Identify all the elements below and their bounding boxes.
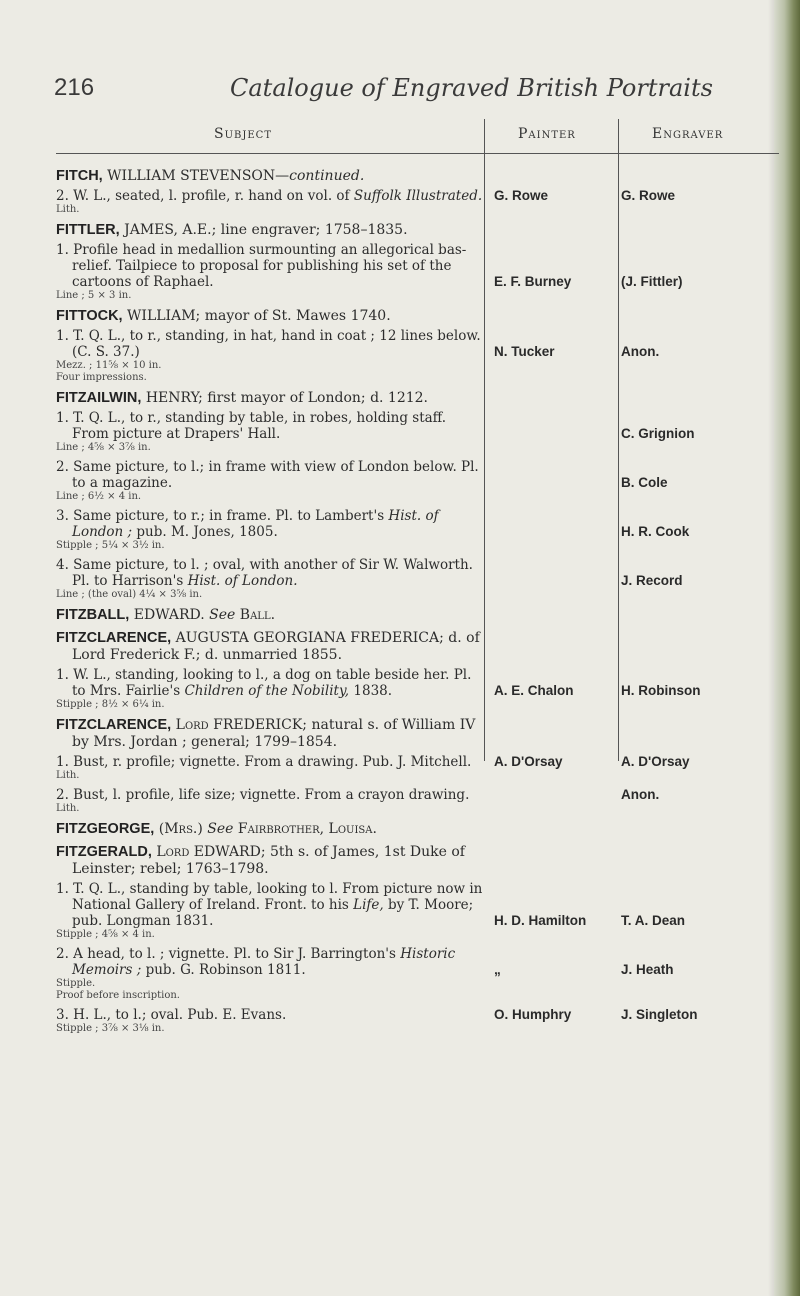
technique-note: Stipple. Proof before inscription. bbox=[56, 978, 180, 1001]
sitter-name: FITZBALL, bbox=[56, 607, 130, 623]
portrait-item bbox=[56, 328, 660, 384]
technique-note: Lith. bbox=[56, 770, 80, 781]
technique-note: Mezz. ; 11⅝ × 10 in. Four impressions. bbox=[56, 360, 162, 383]
portrait-description: 4. Same picture, to l. ; oval, with another of Sir W. Walworth. Pl. to Harrison's Hist. of London. bbox=[56, 557, 473, 589]
catalogue-entry bbox=[56, 607, 484, 624]
engraver-name: G. Rowe bbox=[621, 188, 676, 203]
entry-heading bbox=[56, 308, 484, 325]
sitter-name: FITCH, bbox=[56, 168, 103, 184]
sitter-name: FITTLER, bbox=[56, 222, 120, 238]
column-header-engraver: Engraver bbox=[652, 126, 724, 142]
header-rule bbox=[56, 153, 779, 154]
engraver-name: H. Robinson bbox=[621, 683, 701, 698]
engraver-name: J. Singleton bbox=[621, 1007, 698, 1022]
technique-note: Line ; 4⅝ × 3⅞ in. bbox=[56, 442, 151, 453]
entry-heading bbox=[56, 717, 484, 751]
painter-name: N. Tucker bbox=[494, 344, 555, 359]
portrait-item bbox=[56, 754, 690, 782]
catalogue-entries bbox=[56, 168, 701, 1041]
portrait-item bbox=[56, 787, 660, 815]
portrait-description: 1. Bust, r. profile; vignette. From a drawing. Pub. J. Mitchell. bbox=[56, 754, 472, 770]
portrait-description: 3. H. L., to l.; oval. Pub. E. Evans. bbox=[56, 1007, 287, 1023]
column-header-painter: Painter bbox=[518, 126, 576, 142]
catalogue-entry bbox=[56, 844, 698, 1035]
page-edge-shadow bbox=[768, 0, 774, 1296]
portrait-item bbox=[56, 188, 676, 216]
catalogue-entry bbox=[56, 717, 690, 815]
sitter-name: FITZGEORGE, bbox=[56, 821, 155, 837]
engraver-name: C. Grignion bbox=[621, 426, 695, 441]
portrait-item bbox=[56, 242, 683, 302]
running-title: Catalogue of Engraved British Portraits bbox=[230, 74, 713, 102]
sitter-details: Lord EDWARD; 5th s. of James, 1st Duke of Leinster; rebel; 1763–1798. bbox=[72, 844, 465, 877]
entry-heading bbox=[56, 821, 484, 838]
portrait-item bbox=[56, 508, 690, 552]
entry-heading bbox=[56, 844, 484, 878]
column-header-subject: Subject bbox=[214, 126, 272, 142]
technique-note: Stipple ; 5¼ × 3½ in. bbox=[56, 540, 165, 551]
painter-name: A. D'Orsay bbox=[494, 754, 563, 769]
sitter-details: (Mrs.) See Fairbrother, Louisa. bbox=[154, 821, 377, 837]
portrait-item bbox=[56, 410, 695, 454]
entry-heading bbox=[56, 630, 484, 664]
engraver-name: T. A. Dean bbox=[621, 913, 686, 928]
entry-heading bbox=[56, 168, 484, 185]
column-rule-2 bbox=[618, 119, 619, 761]
portrait-item bbox=[56, 557, 683, 601]
portrait-item bbox=[56, 667, 701, 711]
technique-note: Lith. bbox=[56, 803, 80, 814]
catalogue-entry bbox=[56, 222, 683, 302]
sitter-name: FITTOCK, bbox=[56, 308, 123, 324]
engraver-name: A. D'Orsay bbox=[621, 754, 690, 769]
engraver-name: B. Cole bbox=[621, 475, 668, 490]
portrait-description: 1. T. Q. L., to r., standing, in hat, hand in coat ; 12 lines below. (C. S. 37.) bbox=[56, 328, 481, 360]
sitter-details: JAMES, A.E.; line engraver; 1758–1835. bbox=[119, 222, 408, 238]
catalogue-entry bbox=[56, 630, 701, 711]
portrait-item bbox=[56, 1007, 698, 1035]
technique-note: Line ; 5 × 3 in. bbox=[56, 290, 132, 301]
portrait-description: 1. T. Q. L., to r., standing by table, in robes, holding staff. From picture at Drapers' Hall. bbox=[56, 410, 447, 442]
painter-name: G. Rowe bbox=[494, 188, 549, 203]
column-rule-1 bbox=[484, 119, 485, 761]
portrait-description: 2. A head, to l. ; vignette. Pl. to Sir J. Barrington's Historic Memoirs ; pub. G. Robinson 1811. bbox=[56, 946, 456, 978]
portrait-description: 2. Bust, l. profile, life size; vignette. From a crayon drawing. bbox=[56, 787, 470, 803]
portrait-item bbox=[56, 946, 674, 1002]
entry-heading bbox=[56, 390, 484, 407]
portrait-item bbox=[56, 459, 668, 503]
sitter-details: WILLIAM STEVENSON—continued. bbox=[102, 168, 365, 184]
technique-note: Lith. bbox=[56, 204, 80, 215]
catalogue-entry bbox=[56, 308, 660, 384]
painter-name: H. D. Hamilton bbox=[494, 913, 587, 928]
technique-note: Line ; 6½ × 4 in. bbox=[56, 491, 142, 502]
sitter-name: FITZGERALD, bbox=[56, 844, 152, 860]
engraver-name: J. Record bbox=[621, 573, 683, 588]
engraver-name: (J. Fittler) bbox=[621, 274, 683, 289]
painter-name: „ bbox=[494, 962, 501, 977]
catalogue-entry bbox=[56, 821, 484, 838]
portrait-item bbox=[56, 881, 686, 941]
sitter-name: FITZCLARENCE, bbox=[56, 630, 172, 646]
portrait-description: 2. Same picture, to l.; in frame with view of London below. Pl. to a magazine. bbox=[56, 459, 479, 491]
page-edge bbox=[774, 0, 800, 1296]
sitter-details: HENRY; first mayor of London; d. 1212. bbox=[141, 390, 429, 406]
page-number: 216 bbox=[54, 74, 95, 101]
sitter-details: Lord FREDERICK; natural s. of William IV by Mrs. Jordan ; general; 1799–1854. bbox=[72, 717, 476, 750]
engraver-name: J. Heath bbox=[621, 962, 674, 977]
technique-note: Stipple ; 3⅞ × 3⅛ in. bbox=[56, 1023, 165, 1034]
portrait-description: 1. Profile head in medallion surmounting an allegorical bas-relief. Tailpiece to proposal for publishing his set of the cartoons of Raphael. bbox=[56, 242, 467, 290]
portrait-description: 1. W. L., standing, looking to l., a dog on table beside her. Pl. to Mrs. Fairlie's Children of the Nobility, 1838. bbox=[56, 667, 472, 699]
sitter-details: EDWARD. See Ball. bbox=[129, 607, 276, 623]
painter-name: O. Humphry bbox=[494, 1007, 572, 1022]
technique-note: Stipple ; 8½ × 6¼ in. bbox=[56, 699, 165, 710]
painter-name: E. F. Burney bbox=[494, 274, 572, 289]
portrait-description: 1. T. Q. L., standing by table, looking to l. From picture now in National Gallery of Ireland. Front. to his Life, by T. Moore; pub. Longman 1831. bbox=[56, 881, 483, 929]
engraver-name: Anon. bbox=[621, 344, 660, 359]
sitter-details: AUGUSTA GEORGIANA FREDERICA; d. of Lord Frederick F.; d. unmarried 1855. bbox=[72, 630, 480, 663]
engraver-name: H. R. Cook bbox=[621, 524, 690, 539]
portrait-description: 2. W. L., seated, l. profile, r. hand on vol. of Suffolk Illustrated. bbox=[56, 188, 483, 204]
portrait-description: 3. Same picture, to r.; in frame. Pl. to Lambert's Hist. of London ; pub. M. Jones, 1805. bbox=[56, 508, 439, 540]
engraver-name: Anon. bbox=[621, 787, 660, 802]
catalogue-entry bbox=[56, 390, 695, 601]
catalogue-entry bbox=[56, 168, 676, 216]
technique-note: Stipple ; 4⅝ × 4 in. bbox=[56, 929, 155, 940]
entry-heading bbox=[56, 222, 484, 239]
entry-heading bbox=[56, 607, 484, 624]
painter-name: A. E. Chalon bbox=[494, 683, 574, 698]
technique-note: Line ; (the oval) 4¼ × 3⅝ in. bbox=[56, 589, 203, 600]
sitter-name: FITZAILWIN, bbox=[56, 390, 142, 406]
sitter-details: WILLIAM; mayor of St. Mawes 1740. bbox=[122, 308, 391, 324]
sitter-name: FITZCLARENCE, bbox=[56, 717, 172, 733]
